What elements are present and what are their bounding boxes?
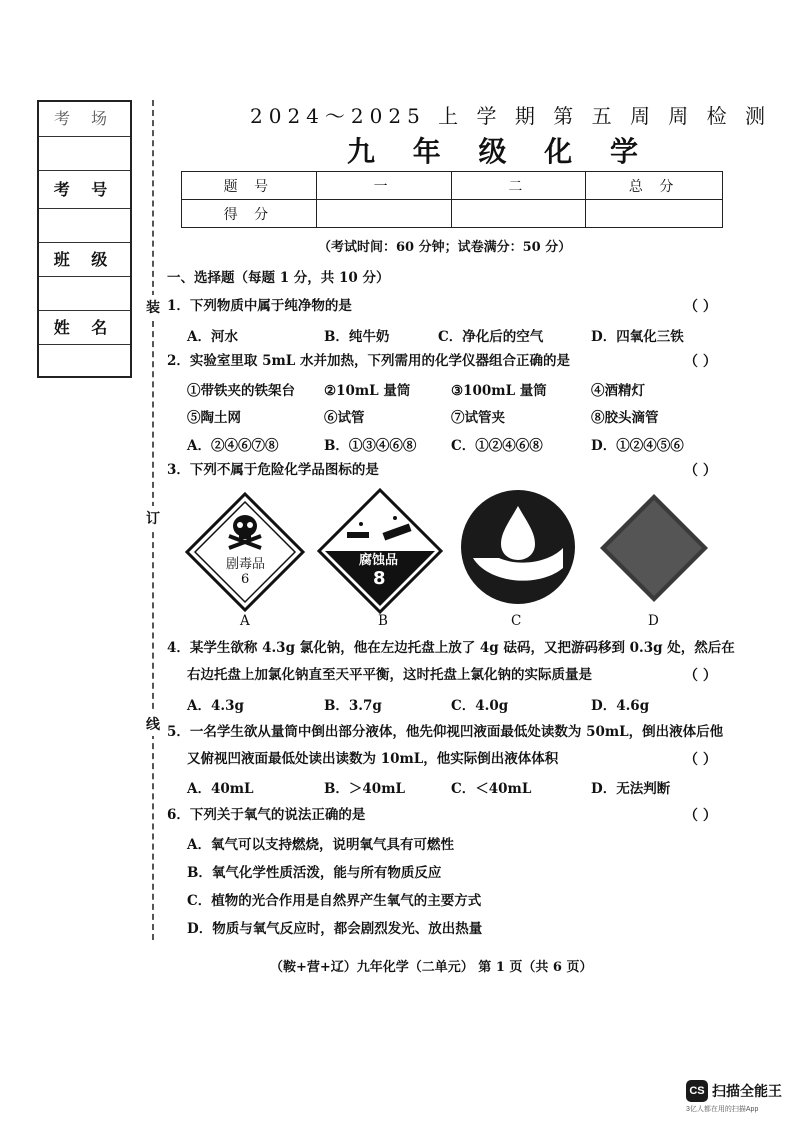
q4-option-d: D．4.6g	[591, 698, 650, 714]
score-cell-2[interactable]	[451, 200, 586, 228]
icon-letter-d: D	[648, 613, 659, 629]
q1-option-a: A．河水	[187, 329, 238, 345]
icon-letter-b: B	[378, 613, 388, 629]
score-cell-1[interactable]	[316, 200, 451, 228]
q2-item-7: ⑦试管夹	[451, 410, 505, 426]
exam-number-field[interactable]	[39, 208, 130, 242]
subject-title: 九 年 级 化 学	[347, 135, 652, 168]
score-table-section-2: 二	[451, 172, 586, 200]
binding-mark-ding: 订	[146, 506, 160, 530]
q4-answer-paren[interactable]: （ ）	[684, 668, 717, 684]
score-cell-total[interactable]	[586, 200, 723, 228]
toxic-class-number: 6	[241, 572, 250, 587]
name-field[interactable]	[39, 344, 130, 378]
q2-answer-paren[interactable]: （ ）	[684, 354, 717, 370]
icon-letter-a: A	[240, 613, 250, 629]
q4-stem-line1: 4．某学生欲称 4.3g 氯化钠，他在左边托盘上放了 4g 砝码，又把游码移到 0.3g 处，然后在	[167, 640, 735, 656]
toxic-skull-icon	[185, 492, 305, 612]
q3-answer-paren[interactable]: （ ）	[684, 463, 717, 479]
q5-option-a: A．40mL	[187, 781, 254, 797]
exam-number-label: 考 号	[39, 170, 130, 208]
q5-option-c: C．＜40mL	[451, 781, 532, 797]
q5-answer-paren[interactable]: （ ）	[684, 752, 717, 768]
q6-option-a: A．氧气可以支持燃烧，说明氧气具有可燃性	[187, 837, 454, 853]
q1-stem: 1．下列物质中属于纯净物的是	[167, 298, 352, 314]
q2-item-3: ③100mL 量筒	[451, 383, 547, 399]
binding-mark-zhuang: 装	[146, 295, 160, 319]
q2-option-b: B．①③④⑥⑧	[324, 438, 417, 454]
blank-hazard-diamond-icon	[598, 492, 710, 604]
q2-item-2: ②10mL 量筒	[324, 383, 411, 399]
q2-item-8: ⑧胶头滴管	[591, 410, 659, 426]
q2-item-1: ①带铁夹的铁架台	[187, 383, 295, 399]
q2-stem: 2．实验室里取 5mL 水并加热，下列需用的化学仪器组合正确的是	[167, 353, 570, 369]
camscanner-brand: 扫描全能王	[712, 1083, 782, 1099]
class-label: 班 级	[39, 242, 130, 276]
section-heading: 一、选择题（每题 1 分，共 10 分）	[167, 270, 390, 286]
q2-option-c: C．①②④⑥⑧	[451, 438, 543, 454]
q4-option-a: A．4.3g	[187, 698, 244, 714]
q2-item-5: ⑤陶土网	[187, 410, 241, 426]
q4-stem-line2: 右边托盘上加氯化钠直至天平平衡，这时托盘上氯化钠的实际质量是	[187, 667, 592, 683]
page-footer: （鞍+营+辽）九年化学（二单元） 第 1 页（共 6 页）	[270, 960, 593, 975]
score-table	[181, 171, 723, 228]
q6-answer-paren[interactable]: （ ）	[684, 808, 717, 824]
exam-room-label: 考 场	[53, 109, 116, 128]
class-field[interactable]	[39, 276, 130, 310]
q2-item-6: ⑥试管	[324, 410, 365, 426]
q3-stem: 3．下列不属于危险化学品图标的是	[167, 462, 379, 478]
q6-option-b: B．氧气化学性质活泼，能与所有物质反应	[187, 865, 442, 881]
score-table-section-1: 一	[316, 172, 451, 200]
q5-stem-line1: 5．一名学生欲从量筒中倒出部分液体，他先仰视凹液面最低处读数为 50mL，倒出液体后他	[167, 724, 724, 740]
q2-option-a: A．②④⑥⑦⑧	[187, 438, 279, 454]
icon-letter-c: C	[511, 613, 522, 629]
q1-option-b: B．纯牛奶	[324, 329, 390, 345]
exam-meta: （考试时间：60 分钟；试卷满分：50 分）	[318, 240, 572, 255]
q4-option-c: C．4.0g	[451, 698, 509, 714]
q6-stem: 6．下列关于氧气的说法正确的是	[167, 807, 366, 823]
score-table-total: 总 分	[586, 172, 723, 200]
student-info-box	[37, 100, 132, 378]
score-row-label: 得 分	[182, 200, 317, 228]
camscanner-tagline: 3亿人都在用的扫描App	[686, 1106, 759, 1113]
binding-mark-xian: 线	[146, 712, 160, 736]
exam-room-field[interactable]	[39, 136, 130, 170]
exam-title: 2024～2025 上 学 期 第 五 周 周 检 测	[250, 104, 772, 128]
score-table-header-label: 题 号	[182, 172, 317, 200]
q1-answer-paren[interactable]: （ ）	[684, 299, 717, 315]
water-saving-icon	[459, 488, 577, 606]
corrosive-class-number: 8	[373, 568, 386, 589]
name-label: 姓 名	[39, 310, 130, 344]
q6-option-d: D．物质与氧气反应时，都会剧烈发光、放出热量	[187, 921, 483, 937]
q2-item-4: ④酒精灯	[591, 383, 645, 399]
q4-option-b: B．3.7g	[324, 698, 382, 714]
q6-option-c: C．植物的光合作用是自然界产生氧气的主要方式	[187, 893, 482, 909]
q1-option-c: C．净化后的空气	[438, 329, 544, 345]
camscanner-logo-icon: CS	[686, 1080, 708, 1102]
q1-option-d: D．四氧化三铁	[591, 329, 684, 345]
q5-option-b: B．＞40mL	[324, 781, 405, 797]
toxic-label: 剧毒品	[226, 557, 266, 572]
corrosive-label: 腐蚀品	[359, 553, 399, 568]
q5-option-d: D．无法判断	[591, 781, 671, 797]
q5-stem-line2: 又俯视凹液面最低处读出读数为 10mL，他实际倒出液体体积	[187, 751, 559, 767]
q2-option-d: D．①②④⑤⑥	[591, 438, 684, 454]
